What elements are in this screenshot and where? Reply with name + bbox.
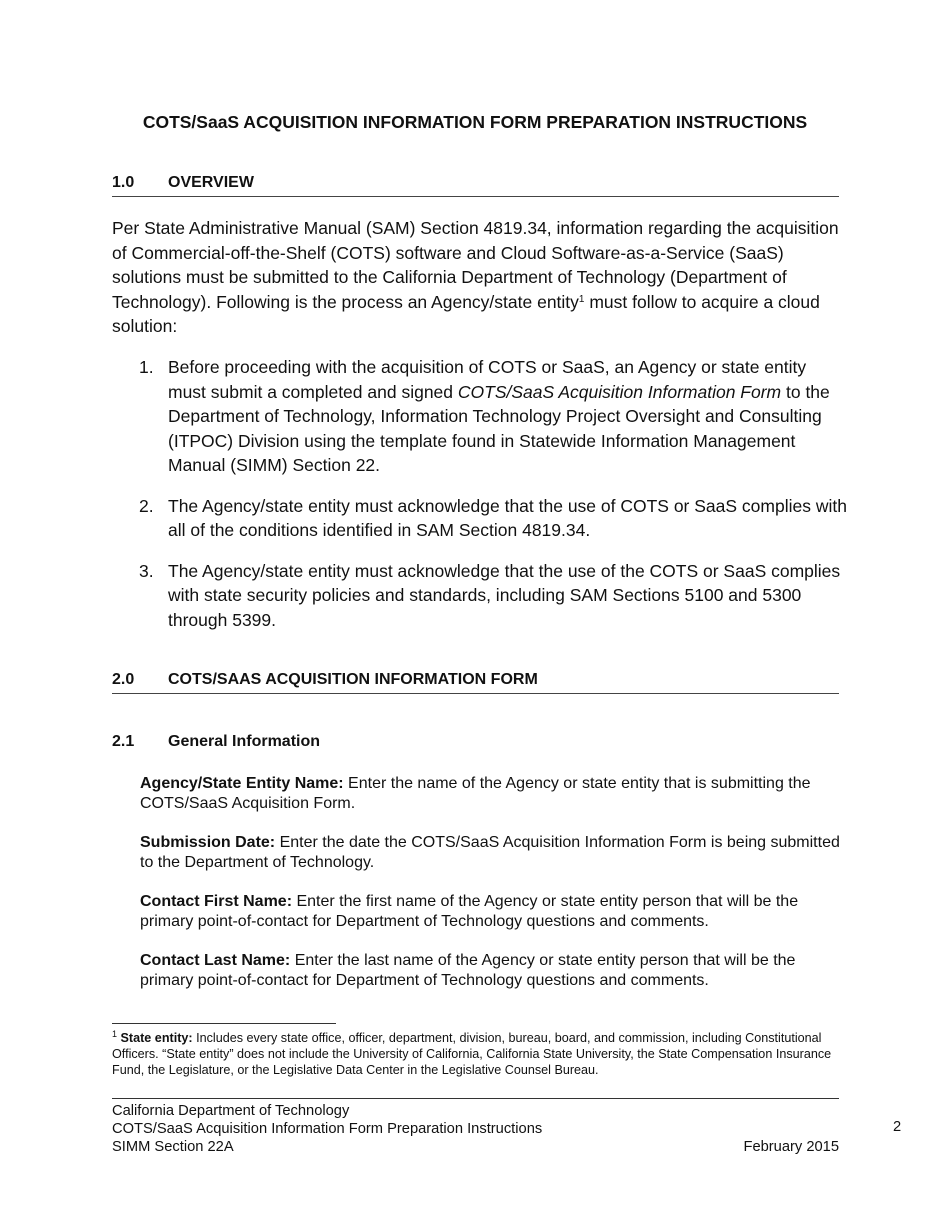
field-description-contact-first-name: [140, 892, 840, 931]
footnote-label: State entity:: [120, 1031, 193, 1045]
overview-text: Per State Administrative Manual (SAM) Section 4819.34, information regarding the acquisition of Commercial-off-the-Shelf (COTS) software and Cloud Software-as-a-Service (SaaS) solutions must be submitted to the California Department of Technology (Department of Technology). Following is the process an Agency/state entity: [112, 218, 839, 312]
list-item: [112, 355, 847, 478]
footnote-reference[interactable]: 1: [578, 293, 585, 305]
list-item: [112, 559, 847, 633]
field-description-submission-date: [140, 833, 840, 872]
footnote-text: Includes every state office, officer, department, division, bureau, board, and commission, including Constitutional Officers. “State entity” does not include the University of California, California State University, the State Compensation Insurance Fund, the Legislature, or the Legislative Data Center in the Legislative Counsel Bureau.: [112, 1031, 832, 1077]
field-label: Contact First Name:: [140, 893, 293, 910]
list-item: [112, 494, 847, 543]
section-number: 1.0: [112, 174, 135, 191]
form-name-emphasis: COTS/SaaS Acquisition Information Form: [457, 381, 782, 402]
step-text-end: to the Department of Technology, Information Technology Project Oversight and Consulting (ITPOC) Division using the template found in Statewide Information Management Manual (SIMM) Section 22.: [168, 381, 830, 475]
footer-organization: California Department of Technology: [112, 1103, 350, 1119]
section-heading-form: [112, 671, 839, 694]
footnote-divider: [112, 1023, 336, 1024]
field-text: Enter the name of the Agency or state entity that is submitting the COTS/SaaS Acquisition Form.: [140, 775, 811, 812]
step-number: 3.: [139, 560, 154, 581]
document-title: COTS/SaaS ACQUISITION INFORMATION FORM PREPARATION INSTRUCTIONS: [142, 112, 808, 132]
subsection-heading-general-information: [112, 733, 320, 751]
field-label: Agency/State Entity Name:: [140, 775, 344, 792]
page-footer: [112, 1098, 839, 1156]
subsection-number: 2.1: [112, 733, 135, 750]
field-description-agency-name: [140, 774, 840, 813]
footer-section: SIMM Section 22A: [112, 1139, 234, 1155]
step-text: Before proceeding with the acquisition of COTS or SaaS, an Agency or state entity must submit a completed and signed: [168, 357, 807, 402]
field-text: Enter the first name of the Agency or state entity person that will be the primary point-of-contact for Department of Technology questions and comments.: [140, 893, 799, 930]
field-text: Enter the last name of the Agency or state entity person that will be the primary point-of-contact for Department of Technology questions and comments.: [140, 952, 796, 989]
subsection-title: General Information: [168, 733, 321, 750]
field-label: Submission Date:: [140, 834, 276, 851]
step-text: The Agency/state entity must acknowledge that the use of the COTS or SaaS complies with state security policies and standards, including SAM Sections 5100 and 5300 through 5399.: [168, 560, 841, 630]
section-title: COTS/SAAS ACQUISITION INFORMATION FORM: [168, 671, 538, 688]
step-number: 2.: [139, 495, 154, 516]
field-description-contact-last-name: [140, 951, 840, 990]
footnote-marker: 1: [112, 1029, 118, 1039]
section-number: 2.0: [112, 671, 135, 688]
footer-document-title: COTS/SaaS Acquisition Information Form Preparation Instructions: [112, 1121, 543, 1137]
field-text: Enter the date the COTS/SaaS Acquisition Information Form is being submitted to the Department of Technology.: [140, 834, 840, 871]
process-steps-list: [112, 355, 847, 648]
section-title: OVERVIEW: [168, 174, 254, 191]
footer-date: February 2015: [743, 1139, 839, 1155]
section-heading-overview: [112, 174, 839, 197]
overview-text-end: must follow to acquire a cloud solution:: [112, 291, 820, 336]
footnote: [112, 1030, 832, 1078]
page-number: 2: [893, 1119, 902, 1135]
field-label: Contact Last Name:: [140, 952, 291, 969]
overview-paragraph: [112, 216, 847, 339]
step-text: The Agency/state entity must acknowledge that the use of COTS or SaaS complies with all of the conditions identified in SAM Section 4819.34.: [168, 495, 847, 540]
step-number: 1.: [139, 357, 154, 377]
